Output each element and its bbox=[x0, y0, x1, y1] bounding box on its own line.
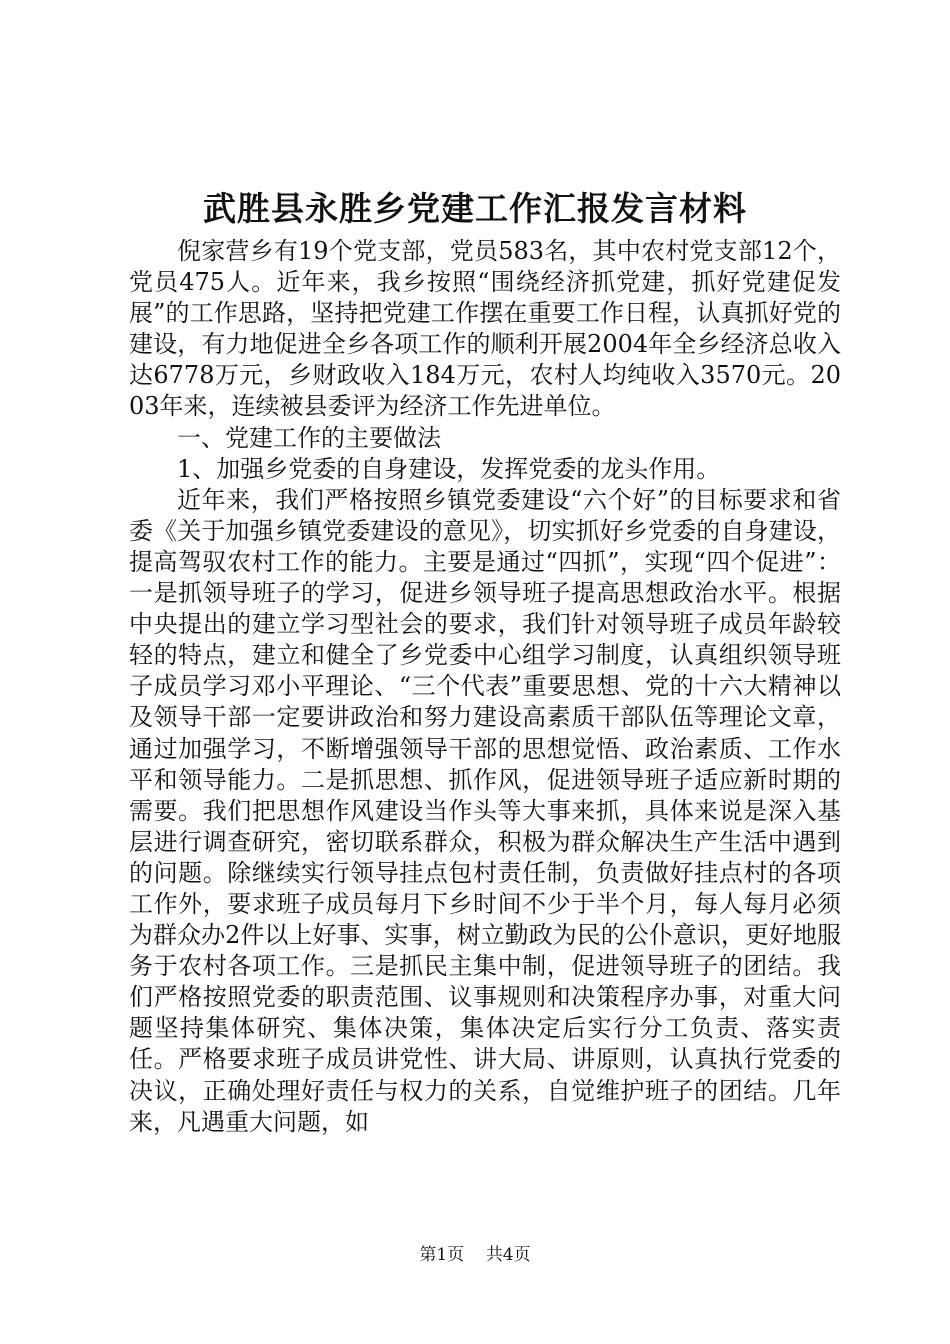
footer-spacer bbox=[470, 1245, 481, 1265]
paragraph-intro: 倪家营乡有19个党支部，党员583名，其中农村党支部12个，党员475人。近年来，我乡按照“围绕经济抓党建，抓好党建促发展”的工作思路，坚持把党建工作摆在重要工作日程，认真抓好党的建设，有力地促进全乡各项工作的顺利开展2004年全乡经济总收入达6778万元，乡财政收入184万元，农村人均纯收入3570元。2003年来，连续被县委评为经济工作先进单位。 bbox=[129, 237, 841, 421]
document-body bbox=[129, 236, 841, 1138]
page-total: 共4页 bbox=[485, 1245, 531, 1265]
section-heading: 一、党建工作的主要做法 bbox=[177, 423, 441, 452]
document-title: 武胜县永胜乡党建工作汇报发言材料 bbox=[203, 189, 747, 228]
page-footer bbox=[0, 1240, 950, 1270]
subsection-heading: 1、加强乡党委的自身建设，发挥党委的龙头作用。 bbox=[177, 454, 721, 483]
page-number: 第1页 bbox=[419, 1245, 465, 1265]
paragraph-body: 近年来，我们严格按照乡镇党委建设“六个好”的目标要求和省委《关于加强乡镇党委建设的意见》，切实抓好乡党委的自身建设，提高驾驭农村工作的能力。主要是通过“四抓”，实现“四个促进”：一是抓领导班子的学习，促进乡领导班子提高思想政治水平。根据中央提出的建立学习型社会的要求，我们针对领导班子成员年龄较轻的特点，建立和健全了乡党委中心组学习制度，认真组织领导班子成员学习邓小平理论、“三个代表”重要思想、党的十六大精神以及领导干部一定要讲政治和努力建设高素质干部队伍等理论文章，通过加强学习，不断增强领导干部的思想觉悟、政治素质、工作水平和领导能力。二是抓思想、抓作风，促进领导班子适应新时期的需要。我们把思想作风建设当作头等大事来抓，具体来说是深入基层进行调查研究，密切联系群众，积极为群众解决生产生活中遇到的问题。除继续实行领导挂点包村责任制，负责做好挂点村的各项工作外，要求班子成员每月下乡时间不少于半个月，每人每月必须为群众办2件以上好事、实事，树立勤政为民的公仆意识，更好地服务于农村各项工作。三是抓民主集中制，促进领导班子的团结。我们严格按照党委的职责范围、议事规则和决策程序办事，对重大问题坚持集体研究、集体决策，集体决定后实行分工负责、落实责任。严格要求班子成员讲党性、讲大局、讲原则，认真执行党委的决议，正确处理好责任与权力的关系，自觉维护班子的团结。几年来，凡遇重大问题，如 bbox=[129, 485, 841, 1136]
